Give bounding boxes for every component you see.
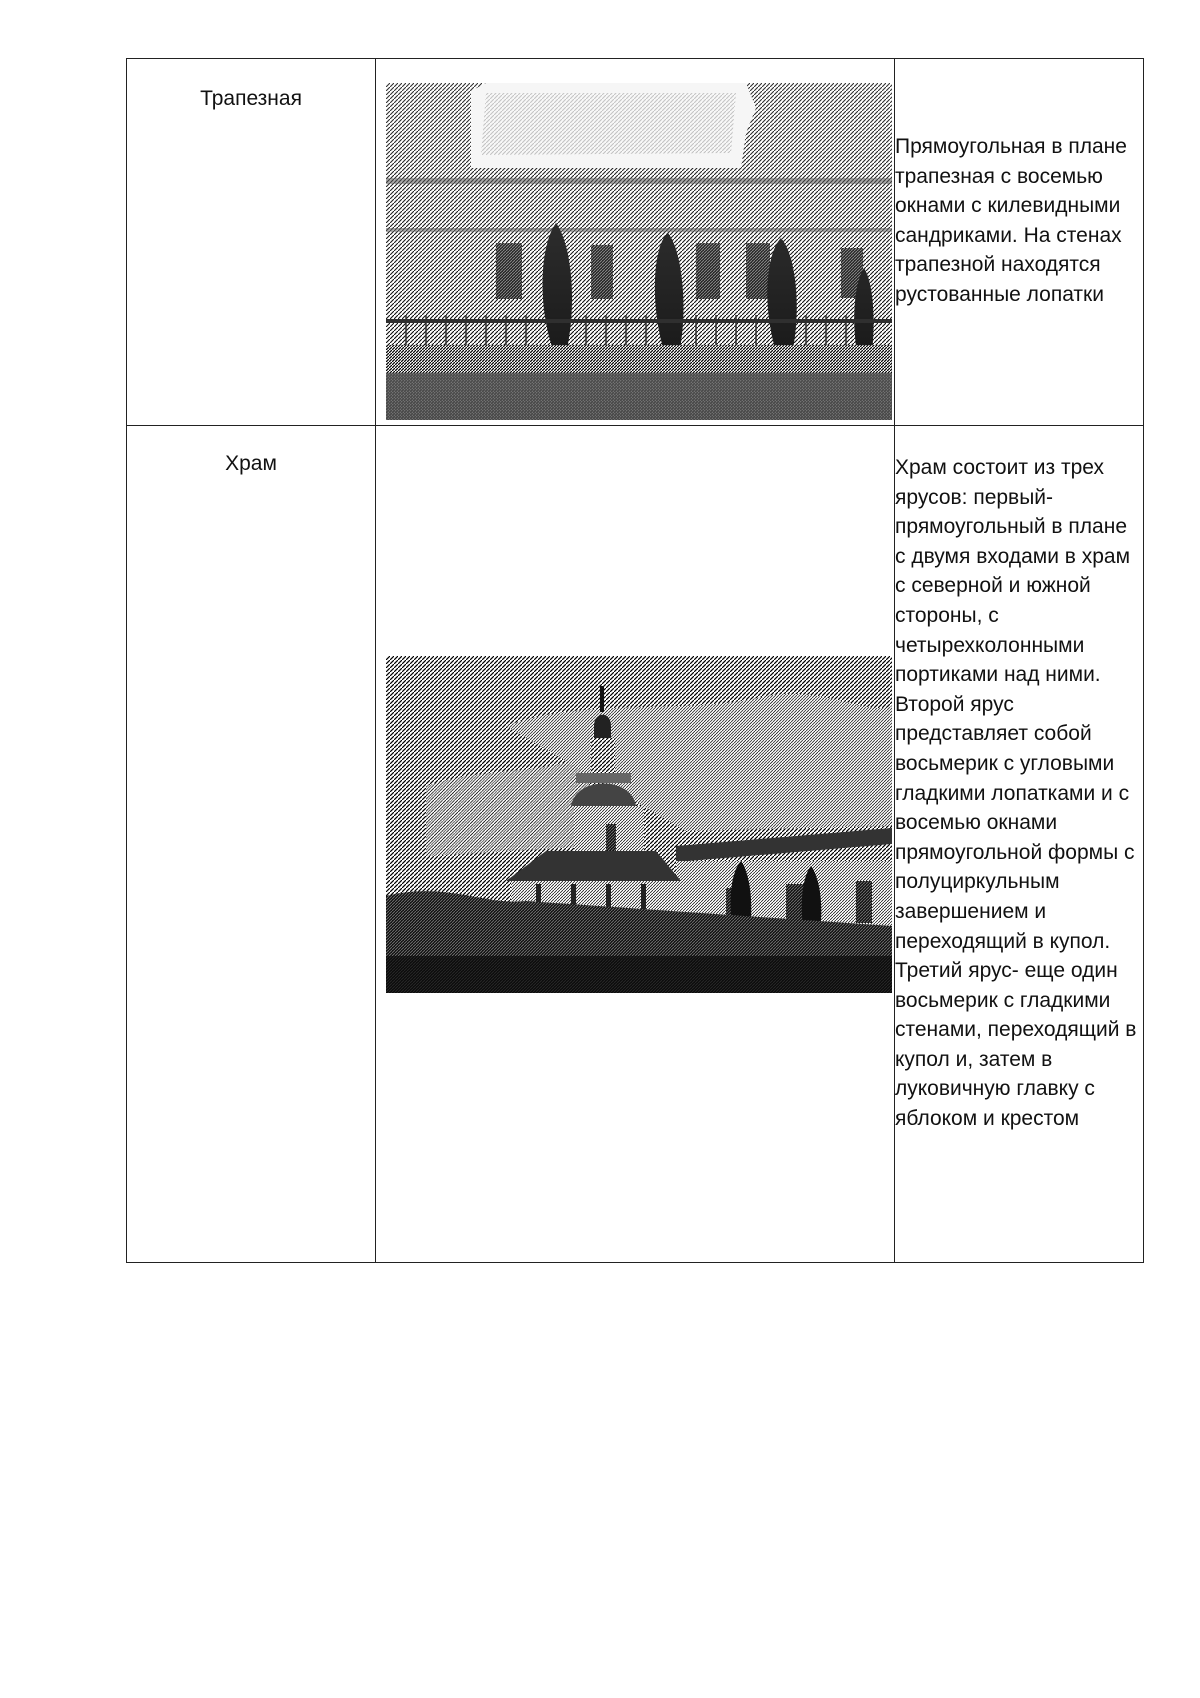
refectory-photo [386, 83, 892, 420]
church-photo [386, 656, 892, 993]
table-row [127, 426, 1144, 1263]
object-description: Прямоугольная в плане трапезная с восемью окнами с килевидными сандриками. На стенах трапезной находятся рустованные лопатки [895, 135, 1127, 306]
object-description: Храм состоит из трех ярусов: первый-прямоугольный в плане с двумя входами в храм с северной и южной стороны, с четырехколонными портиками над ними. Второй ярус представляет собой восьмерик с угловыми гладкими лопатками и с восемью окнами прямоугольной формы с полуциркульным завершением и переходящий в купол. Третий ярус- еще один восьмерик с гладкими стенами, переходящий в купол и, затем в луковичную главку с яблоком и крестом [895, 456, 1137, 1131]
photo-cell [376, 426, 895, 1263]
architecture-table [126, 58, 1144, 1263]
description-cell [895, 59, 1144, 426]
description-cell [895, 426, 1144, 1263]
object-name-cell [127, 426, 376, 1263]
table-row [127, 59, 1144, 426]
photo-cell [376, 59, 895, 426]
object-name: Храм [225, 452, 277, 475]
object-name: Трапезная [200, 87, 302, 110]
object-name-cell [127, 59, 376, 426]
